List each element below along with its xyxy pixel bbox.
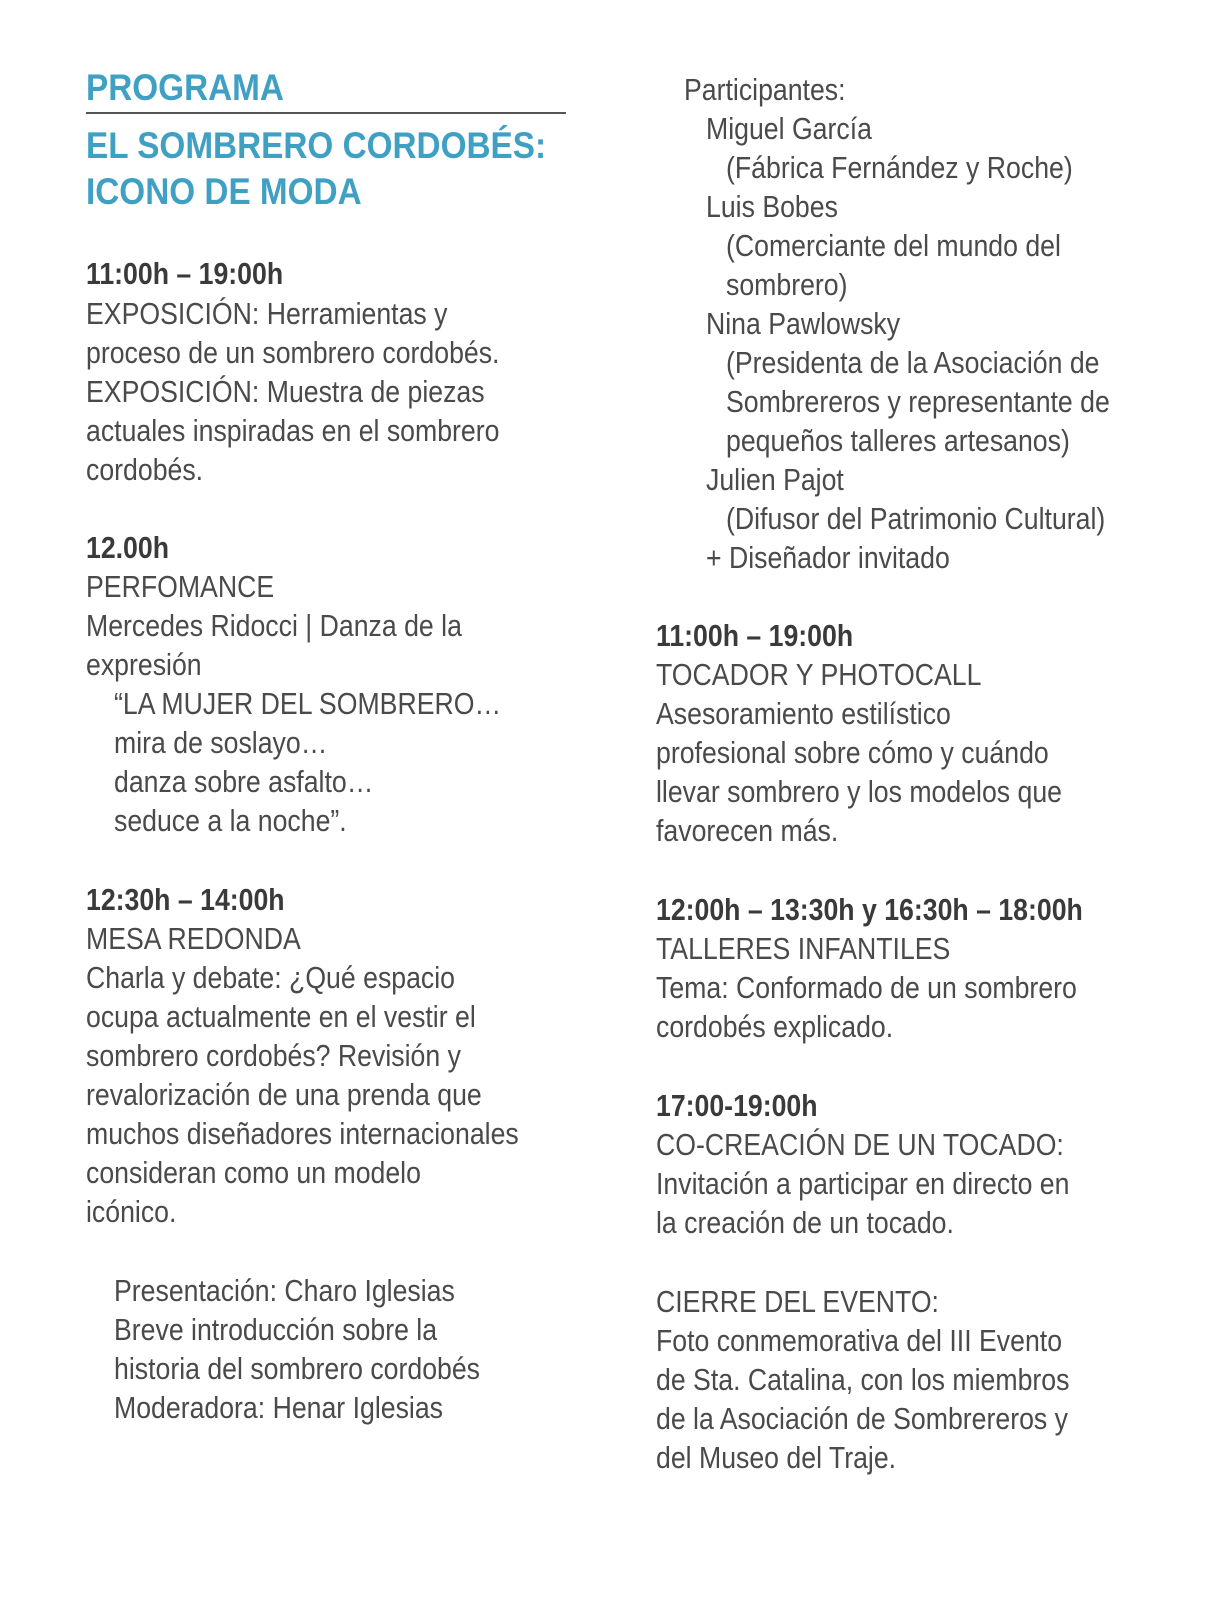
participant-role: (Presidenta de la Asociación de — [726, 345, 1100, 380]
participant-name: Luis Bobes — [706, 189, 838, 224]
text-line: expresión — [86, 647, 202, 682]
text-line: EXPOSICIÓN: Muestra de piezas — [86, 374, 485, 409]
quote-line: danza sobre asfalto… — [114, 764, 374, 799]
guest-designer: + Diseñador invitado — [706, 540, 950, 575]
text-line: revalorización de una prenda que — [86, 1077, 482, 1112]
section-time: 12:30h – 14:00h — [86, 882, 285, 917]
text-line: icónico. — [86, 1194, 177, 1229]
quote-line: seduce a la noche”. — [114, 803, 347, 838]
text-line: TALLERES INFANTILES — [656, 931, 951, 966]
note-line: Breve introducción sobre la — [114, 1312, 438, 1347]
text-line: PERFOMANCE — [86, 569, 275, 604]
participant-role: pequeños talleres artesanos) — [726, 423, 1070, 458]
text-line: muchos diseñadores internacionales — [86, 1116, 519, 1151]
note-line: historia del sombrero cordobés — [114, 1351, 481, 1386]
quote-line: mira de soslayo… — [114, 725, 328, 760]
participant-role: sombrero) — [726, 267, 848, 302]
text-line: cordobés explicado. — [656, 1009, 894, 1044]
text-line: la creación de un tocado. — [656, 1205, 954, 1240]
text-line: EXPOSICIÓN: Herramientas y — [86, 296, 448, 331]
text-line: cordobés. — [86, 452, 204, 487]
section-time: 17:00-19:00h — [656, 1088, 818, 1123]
participant-role: (Comerciante del mundo del — [726, 228, 1061, 263]
participant-role: (Fábrica Fernández y Roche) — [726, 150, 1073, 185]
participants-label: Participantes: — [684, 72, 846, 107]
page-title-line-2: ICONO DE MODA — [86, 171, 362, 212]
text-line: de la Asociación de Sombrereros y — [656, 1401, 1068, 1436]
note-line: Moderadora: Henar Iglesias — [114, 1390, 443, 1425]
text-line: profesional sobre cómo y cuándo — [656, 735, 1049, 770]
participant-name: Miguel García — [706, 111, 872, 146]
text-line: proceso de un sombrero cordobés. — [86, 335, 500, 370]
text-line: favorecen más. — [656, 813, 839, 848]
header-divider — [86, 112, 566, 114]
program-label: PROGRAMA — [86, 67, 284, 108]
text-line: ocupa actualmente en el vestir el — [86, 999, 476, 1034]
text-line: del Museo del Traje. — [656, 1440, 897, 1475]
text-line: CO-CREACIÓN DE UN TOCADO: — [656, 1127, 1064, 1162]
text-line: de Sta. Catalina, con los miembros — [656, 1362, 1070, 1397]
section-time: 11:00h – 19:00h — [656, 618, 854, 653]
page-title-line-1: EL SOMBRERO CORDOBÉS: — [86, 125, 547, 166]
quote-line: “LA MUJER DEL SOMBRERO… — [114, 686, 502, 721]
text-line: sombrero cordobés? Revisión y — [86, 1038, 461, 1073]
text-line: Invitación a participar en directo en — [656, 1166, 1070, 1201]
text-line: CIERRE DEL EVENTO: — [656, 1284, 939, 1319]
text-line: Tema: Conformado de un sombrero — [656, 970, 1077, 1005]
text-line: Charla y debate: ¿Qué espacio — [86, 960, 456, 995]
text-line: llevar sombrero y los modelos que — [656, 774, 1063, 809]
section-time: 11:00h – 19:00h — [86, 256, 284, 291]
text-line: actuales inspiradas en el sombrero — [86, 413, 500, 448]
section-time: 12:00h – 13:30h y 16:30h – 18:00h — [656, 892, 1083, 927]
participant-role: (Difusor del Patrimonio Cultural) — [726, 501, 1106, 536]
text-line: Foto conmemorativa del III Evento — [656, 1323, 1063, 1358]
text-line: Asesoramiento estilístico — [656, 696, 951, 731]
text-line: Mercedes Ridocci | Danza de la — [86, 608, 462, 643]
section-time: 12.00h — [86, 530, 170, 565]
text-line: TOCADOR Y PHOTOCALL — [656, 657, 982, 692]
participant-name: Nina Pawlowsky — [706, 306, 901, 341]
participant-role: Sombrereros y representante de — [726, 384, 1110, 419]
text-line: consideran como un modelo — [86, 1155, 421, 1190]
participant-name: Julien Pajot — [706, 462, 844, 497]
note-line: Presentación: Charo Iglesias — [114, 1273, 455, 1308]
text-line: MESA REDONDA — [86, 921, 301, 956]
